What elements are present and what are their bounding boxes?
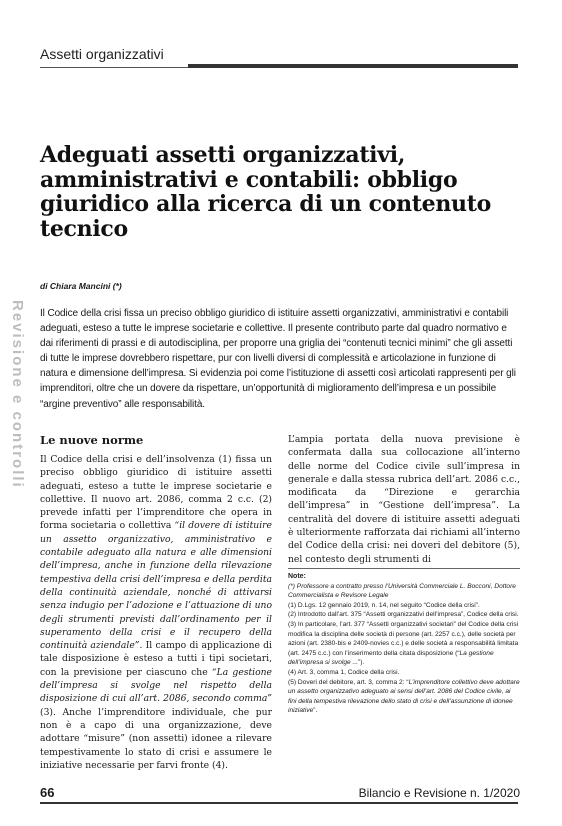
notes-title: Note: — [288, 573, 306, 580]
text-run: (3). Anche l’imprenditore individuale, che pur non è a capo di una organizzazione, deve adottare “misure” (non assetti) idonee a rilevare tempestivamente lo stato di crisi e assumere le iniziative necessarie per farvi fronte (4). — [40, 706, 272, 771]
section-rule-bar — [188, 64, 518, 68]
article-author: di Chiara Mancini (*) — [40, 281, 122, 291]
text-run: Il Codice della crisi e dell’insolvenza (1) fissa un preciso obbligo giuridico di istituire assetti adeguati, esteso a tutte le imprese societarie e collettive. Il nuovo art. 2086, comma 2 c.c. (2) prevede infatti per l’imprenditore che opera in forma societaria o collettiva — [40, 454, 272, 532]
notes-divider — [288, 568, 520, 569]
text-run: . Il campo di applicazione di tale disposizione è esteso a tutti i tipi societari, con la previsione per ciascuno che — [40, 640, 272, 678]
quote-run: “il dovere di istituire un assetto organizzativo, amministrativo e contabile adeguato alla natura e alle dimensioni dell’impresa, anche in funzione della rilevazione tempestiva della crisi dell’impresa e della perdita della continuità aziendale, nonché di attivarsi senza indugio per l’adozione e l’attuazione di uno degli strumenti previsti dall’ordinamento per il superamento della crisi e il recupero della continuità aziendale” — [40, 520, 272, 652]
body-paragraph: L’ampia portata della nuova previsione è confermata dalla sua collocazione all’interno delle norme del Codice civile sull’impresa in generale e dalla stessa rubrica dell’art. 2086 c.c., modificata da “Direzione e gerarchia dell’impresa” in “Gestione dell’impresa”. La centralità del dovere di istituire assetti adeguati è ulteriormente rafforzata dai richiami all’interno del Codice della crisi: nei doveri del debitore (5), nel contesto degli strumenti di — [288, 434, 520, 565]
footnotes — [288, 572, 520, 716]
text-run: ”. — [313, 707, 318, 715]
right-column — [288, 433, 520, 566]
footnote: (1) D.Lgs. 12 gennaio 2019, n. 14, nel seguito “Codice della crisi”. — [288, 601, 480, 609]
journal-name: Bilancio e Revisione n. 1/2020 — [358, 786, 520, 800]
quote-run: La gestione dell’impresa si svolge ... — [288, 649, 494, 667]
side-section-label: Revisione e controlli — [9, 300, 26, 489]
article-title: Adeguati assetti organizzativi, amministrativi e contabili: obbligo giuridico alla ricerca di un contenuto tecnico — [40, 142, 491, 242]
footnote: (4) Art. 3, comma 1, Codice della crisi. — [288, 668, 400, 676]
section-heading: Le nuove norme — [40, 433, 144, 447]
text-run: (5) Doveri del debitore, art. 3, comma 2: “ — [288, 678, 409, 686]
body-paragraph — [40, 453, 272, 772]
section-rule — [40, 67, 192, 68]
text-run: (3) In particolare, l’art. 377 “Assetti organizzativi societari” del Codice della crisi modifica la disciplina delle società di persone (art. 2257 c.c.), delle società per azioni (art. 2380-bis e 2409-novies c.c.) e delle società a responsabilità limitata (art. 2475 c.c.) con l’inserimento della citata disposizione (“ — [288, 620, 519, 657]
footer-rule — [40, 802, 518, 804]
footnote — [288, 620, 520, 668]
left-column — [40, 433, 272, 772]
text-run: ”). — [358, 659, 365, 667]
article-abstract: Il Codice della crisi fissa un preciso obbligo giuridico di istituire assetti organizzativi, amministrativi e contabili adeguati, esteso a tutte le imprese societarie e collettive. Il presente contributo parte dal quadro normativo e dai riferimenti di prassi e di autodisciplina, per proporre una griglia dei “contenuti tecnici minimi” che gli assetti di tutte le imprese dovrebbero rispettare, pur con livelli diversi di complessità e articolazione in funzione di natura e dimensione dell’impresa. Si evidenzia poi come l’istituzione di assetti così articolati rappresenti per gli imprenditori, oltre che un dovere da rispettare, un’opportunità di miglioramento dell’impresa e un possibile “argine preventivo” alle responsabilità. — [40, 308, 516, 410]
footnote: (2) Introdotto dall’art. 375 “Assetti organizzativi dell’impresa”, Codice della crisi. — [288, 611, 519, 619]
page-number: 66 — [40, 785, 55, 800]
quote-run: “La gestione dell’impresa si svolge nel rispetto della disposizione di cui all’art. 2086, secondo comma” — [40, 666, 272, 705]
footnote — [288, 678, 520, 716]
footnote-author: (*) Professore a contratto presso l’Università Commerciale L. Bocconi, Dottore Commercialista e Revisore Legale — [288, 582, 516, 600]
quote-run: L’imprenditore collettivo deve adottare un assetto organizzativo adeguato ai sensi dell’art. 2086 del Codice civile, ai fini della tempestiva rilevazione dello stato di crisi e dell’assunzione di idonee iniziative — [288, 678, 520, 715]
section-header: Assetti organizzativi — [40, 46, 164, 62]
